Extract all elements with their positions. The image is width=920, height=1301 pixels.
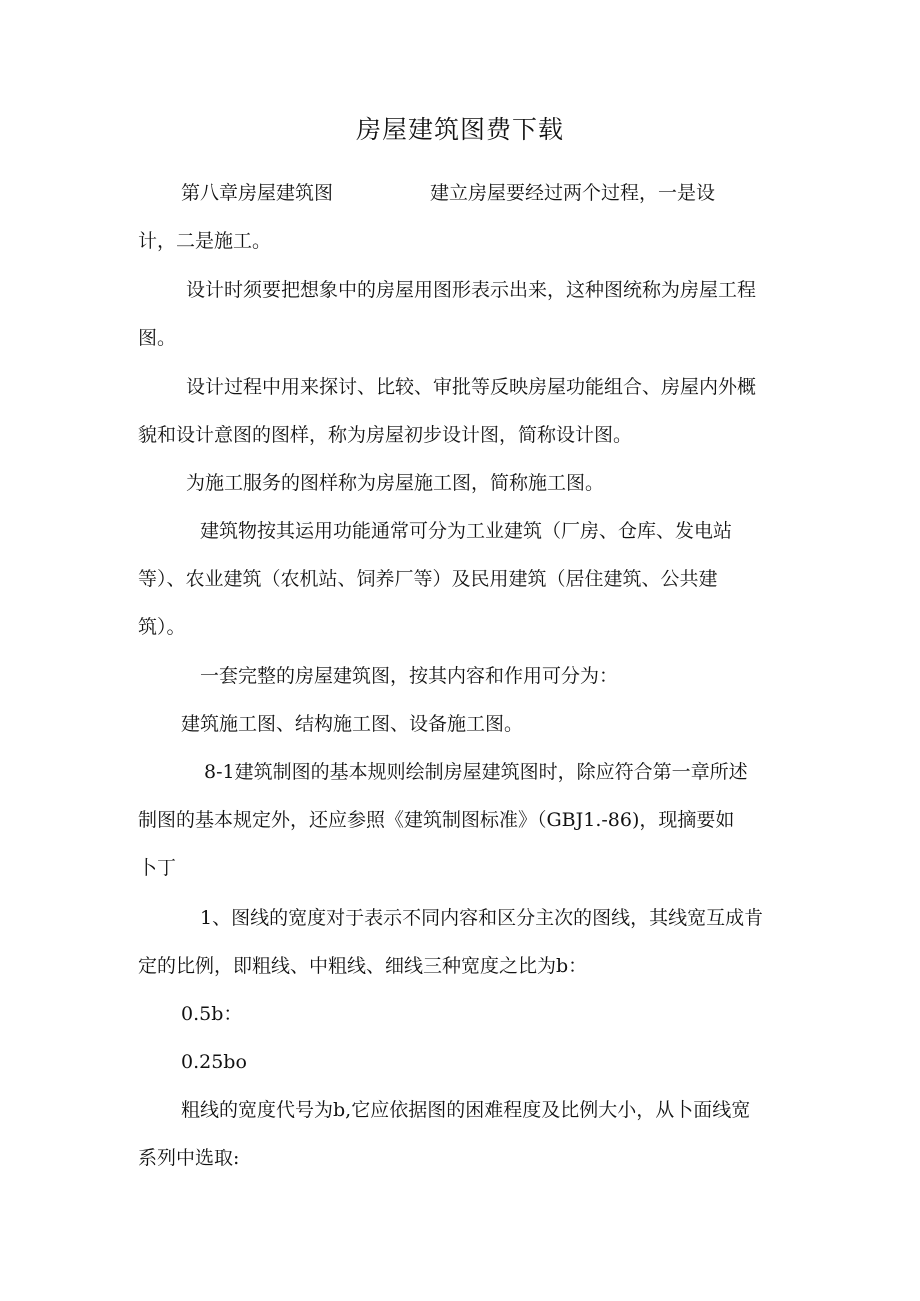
page-title: 房屋建筑图费下载 [355,115,564,144]
text-line: 一套完整的房屋建筑图，按其内容和作用可分为： [200,665,619,687]
text-line: 筑）。 [138,616,186,638]
ratio-value: 0.25bo [181,1051,247,1073]
text-line: 等）、农业建筑（农机站、饲养厂等）及民用建筑（居住建筑、公共建 [138,568,718,590]
text-line: 为施工服务的图样称为房屋施工图，简称施工图。 [186,472,605,494]
ratio-value: 0.5b： [181,1003,243,1025]
text-line: 卜丁 [138,857,177,879]
text-line: 粗线的宽度代号为b,它应依据图的困难程度及比例大小，从卜面线宽 [181,1099,751,1121]
text-line: 建立房屋要经过两个过程，一是设 [430,182,716,204]
text-line: 貌和设计意图的图样，称为房屋初步设计图，简称设计图。 [138,424,633,446]
text-line: 制图的基本规定外，还应参照《建筑制图标准》（GBJ1.-86)，现摘要如 [138,809,735,831]
section-heading: 8-1建筑制图的基本规则绘制房屋建筑图时，除应符合第一章所述 [204,761,748,783]
numbered-item: 1、图线的宽度对于表示不同内容和区分主次的图线，其线宽互成肯 [200,907,764,929]
text-line: 系列中选取: [138,1147,240,1169]
text-line: 设计过程中用来探讨、比较、审批等反映房屋功能组合、房屋内外概 [186,376,757,398]
text-line: 建筑物按其运用功能通常可分为工业建筑（厂房、仓库、发电站 [200,520,733,542]
text-line: 设计时须要把想象中的房屋用图形表示出来，这种图统称为房屋工程 [186,279,757,301]
chapter-heading: 第八章房屋建筑图 [181,182,334,204]
text-line: 定的比例，即粗线、中粗线、细线三种宽度之比为b： [138,955,588,977]
text-line: 计，二是施工。 [138,230,272,252]
text-line: 图。 [138,327,177,349]
text-line: 建筑施工图、结构施工图、设备施工图。 [181,713,524,735]
